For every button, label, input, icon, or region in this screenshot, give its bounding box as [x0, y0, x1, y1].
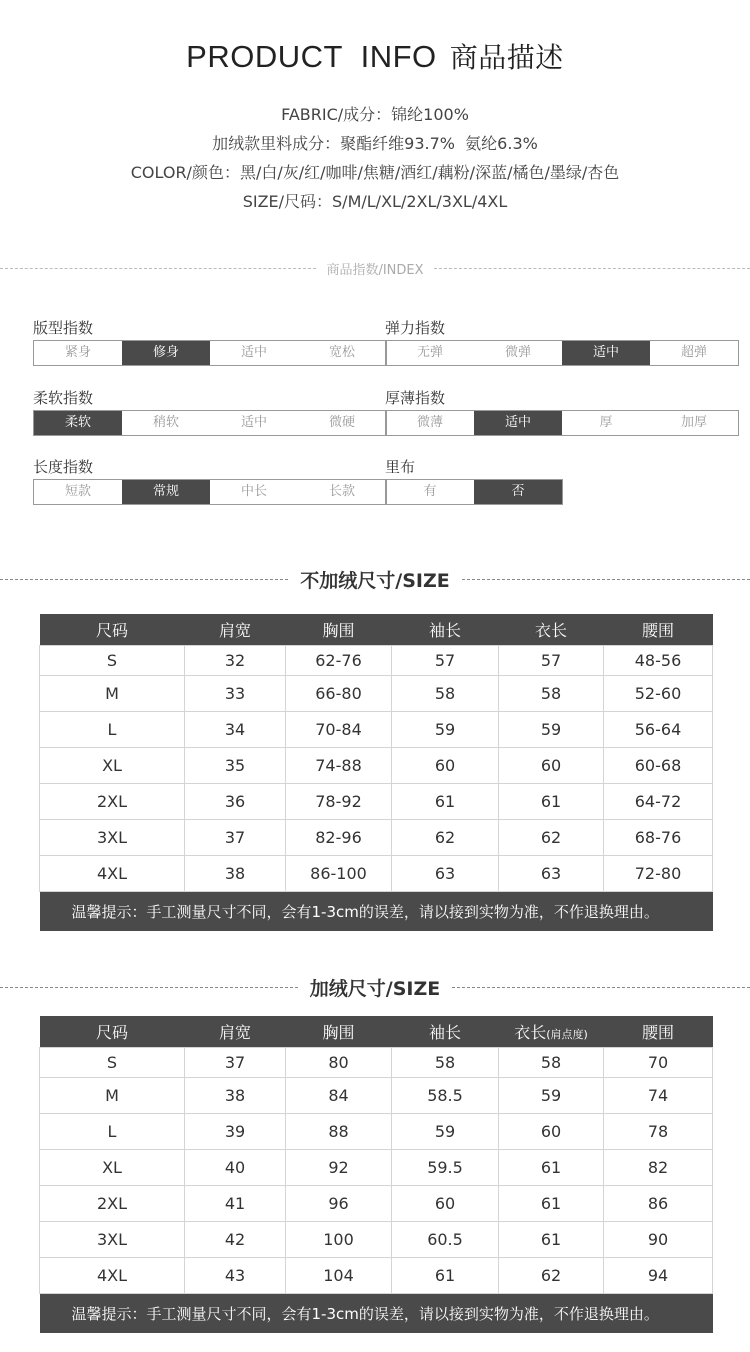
size-divider-regular — [0, 567, 750, 591]
index-title: 厚薄指数 — [385, 389, 446, 407]
index-group-softness — [33, 388, 387, 436]
index-option: 短款 — [64, 484, 91, 499]
column-header: 腰围 — [604, 614, 713, 645]
index-bar — [33, 340, 387, 366]
index-title: 版型指数 — [33, 319, 94, 337]
index-option: 微薄 — [416, 415, 443, 430]
table-cell: 41 — [185, 1185, 286, 1221]
table-row — [40, 1257, 713, 1293]
table-row — [40, 1113, 713, 1149]
tip-row — [40, 891, 713, 931]
table-cell: 62 — [499, 1257, 604, 1293]
table-cell: 35 — [185, 747, 286, 783]
table-cell: 66-80 — [286, 675, 392, 711]
index-option: 加厚 — [680, 415, 707, 430]
table-row — [40, 747, 713, 783]
table-cell: 59 — [499, 711, 604, 747]
table-cell: 86 — [604, 1185, 713, 1221]
table-cell: 78-92 — [286, 783, 392, 819]
table-header-row — [40, 1016, 713, 1047]
table-cell: 60 — [499, 747, 604, 783]
index-option-selected: 常规 — [122, 480, 210, 504]
table-cell: 2XL — [40, 1185, 185, 1221]
table-cell: 58 — [392, 1047, 499, 1077]
index-option-selected: 适中 — [562, 341, 650, 365]
table-cell: 58 — [499, 675, 604, 711]
table-cell: 90 — [604, 1221, 713, 1257]
table-cell: 82 — [604, 1149, 713, 1185]
table-cell: 61 — [499, 783, 604, 819]
table-cell: 60.5 — [392, 1221, 499, 1257]
measurement-tip: 温馨提示：手工测量尺寸不同，会有1-3cm的误差，请以接到实物为准，不作退换理由。 — [40, 891, 713, 931]
table-cell: 94 — [604, 1257, 713, 1293]
index-bar — [385, 410, 739, 436]
table-cell: 64-72 — [604, 783, 713, 819]
index-bar — [33, 410, 387, 436]
table-cell: 4XL — [40, 1257, 185, 1293]
table-cell: XL — [40, 747, 185, 783]
table-cell: 88 — [286, 1113, 392, 1149]
title-chinese: 商品描述 — [449, 41, 564, 74]
table-cell: 2XL — [40, 783, 185, 819]
index-option: 微弹 — [504, 345, 531, 360]
table-cell: 58 — [392, 675, 499, 711]
index-bar — [385, 340, 739, 366]
column-header: 尺码 — [40, 1016, 185, 1047]
index-title: 柔软指数 — [33, 389, 94, 407]
table-cell: S — [40, 1047, 185, 1077]
index-option: 有 — [423, 484, 437, 499]
table-cell: 82-96 — [286, 819, 392, 855]
column-header: 尺码 — [40, 614, 185, 645]
table-cell: 96 — [286, 1185, 392, 1221]
index-group-thickness — [385, 388, 739, 436]
table-cell: 68-76 — [604, 819, 713, 855]
table-cell: 56-64 — [604, 711, 713, 747]
index-group-length — [33, 457, 387, 505]
column-header: 肩宽 — [185, 614, 286, 645]
index-group-elasticity — [385, 318, 739, 366]
table-cell: 70-84 — [286, 711, 392, 747]
index-option: 无弹 — [416, 345, 443, 360]
table-cell: 33 — [185, 675, 286, 711]
index-option-selected: 修身 — [122, 341, 210, 365]
column-header: 衣长 — [499, 614, 604, 645]
table-cell: 37 — [185, 1047, 286, 1077]
size-table-fleece — [39, 1016, 713, 1333]
table-cell: 37 — [185, 819, 286, 855]
table-cell: 61 — [499, 1149, 604, 1185]
column-header: 肩宽 — [185, 1016, 286, 1047]
index-option: 中长 — [240, 484, 267, 499]
table-row — [40, 645, 713, 675]
table-cell: 57 — [392, 645, 499, 675]
table-cell: 3XL — [40, 1221, 185, 1257]
table-cell: 63 — [499, 855, 604, 891]
index-group-lining — [385, 457, 563, 505]
index-option-selected: 适中 — [474, 411, 562, 435]
table-cell: 43 — [185, 1257, 286, 1293]
index-option: 宽松 — [328, 345, 355, 360]
table-cell: 61 — [392, 783, 499, 819]
table-cell: S — [40, 645, 185, 675]
index-option: 紧身 — [64, 345, 91, 360]
table-cell: 100 — [286, 1221, 392, 1257]
index-divider-label: 商品指数/INDEX — [326, 262, 424, 278]
table-cell: 42 — [185, 1221, 286, 1257]
table-cell: 48-56 — [604, 645, 713, 675]
index-bar — [33, 479, 387, 505]
table-cell: 4XL — [40, 855, 185, 891]
table-cell: L — [40, 1113, 185, 1149]
table-cell: 74 — [604, 1077, 713, 1113]
table-cell: 60 — [392, 1185, 499, 1221]
size-divider-fleece — [0, 975, 750, 999]
index-bar — [385, 479, 563, 505]
column-header: 袖长 — [392, 1016, 499, 1047]
index-option-selected: 否 — [474, 480, 562, 504]
table-cell: M — [40, 1077, 185, 1113]
table-cell: 59 — [499, 1077, 604, 1113]
size-divider-label: 不加绒尺寸/SIZE — [300, 569, 450, 592]
column-header — [499, 1016, 604, 1047]
table-cell: 59 — [392, 711, 499, 747]
table-row — [40, 1047, 713, 1077]
table-cell: 60 — [392, 747, 499, 783]
index-option-selected: 柔软 — [34, 411, 122, 435]
table-cell: M — [40, 675, 185, 711]
table-row — [40, 1221, 713, 1257]
table-cell: 86-100 — [286, 855, 392, 891]
table-cell: 70 — [604, 1047, 713, 1077]
index-group-fit — [33, 318, 387, 366]
fabric-line: FABRIC/成分：锦纶100% — [281, 105, 469, 124]
table-cell: XL — [40, 1149, 185, 1185]
table-cell: 38 — [185, 1077, 286, 1113]
size-table-regular — [39, 614, 713, 931]
table-cell: 62 — [392, 819, 499, 855]
column-header: 腰围 — [604, 1016, 713, 1047]
table-cell: 61 — [392, 1257, 499, 1293]
table-cell: 60 — [499, 1113, 604, 1149]
table-cell: 61 — [499, 1185, 604, 1221]
index-option: 适中 — [240, 415, 267, 430]
table-cell: 78 — [604, 1113, 713, 1149]
table-cell: 57 — [499, 645, 604, 675]
color-line: COLOR/颜色：黑/白/灰/红/咖啡/焦糖/酒红/藕粉/深蓝/橘色/墨绿/杏色 — [130, 163, 620, 182]
table-cell: 34 — [185, 711, 286, 747]
column-header: 胸围 — [286, 614, 392, 645]
table-row — [40, 675, 713, 711]
table-cell: 72-80 — [604, 855, 713, 891]
index-option: 厚 — [599, 415, 613, 430]
index-divider — [0, 258, 750, 278]
table-cell: 62-76 — [286, 645, 392, 675]
table-row — [40, 1185, 713, 1221]
table-row — [40, 711, 713, 747]
table-row — [40, 819, 713, 855]
tip-row — [40, 1293, 713, 1333]
index-option: 微硬 — [328, 415, 355, 430]
page-title — [0, 36, 750, 76]
title-english: PRODUCT INFO — [186, 39, 437, 74]
table-cell: 84 — [286, 1077, 392, 1113]
table-row — [40, 855, 713, 891]
table-cell: 58.5 — [392, 1077, 499, 1113]
table-cell: 80 — [286, 1047, 392, 1077]
table-row — [40, 1077, 713, 1113]
table-cell: 36 — [185, 783, 286, 819]
index-title: 弹力指数 — [385, 319, 446, 337]
table-cell: L — [40, 711, 185, 747]
index-option: 长款 — [328, 484, 355, 499]
table-cell: 104 — [286, 1257, 392, 1293]
table-cell: 63 — [392, 855, 499, 891]
product-info — [0, 100, 750, 216]
index-option: 超弹 — [680, 345, 707, 360]
table-row — [40, 1149, 713, 1185]
measurement-tip: 温馨提示：手工测量尺寸不同，会有1-3cm的误差，请以接到实物为准，不作退换理由。 — [40, 1293, 713, 1333]
table-cell: 39 — [185, 1113, 286, 1149]
table-row — [40, 783, 713, 819]
table-cell: 60-68 — [604, 747, 713, 783]
table-cell: 40 — [185, 1149, 286, 1185]
column-header-note: (肩点度) — [546, 1027, 588, 1041]
lining-line: 加绒款里料成分：聚酯纤维93.7% 氨纶6.3% — [212, 134, 538, 153]
index-option: 适中 — [240, 345, 267, 360]
index-title: 里布 — [385, 458, 416, 476]
column-header-text: 衣长 — [514, 1022, 547, 1042]
table-cell: 38 — [185, 855, 286, 891]
column-header: 胸围 — [286, 1016, 392, 1047]
table-cell: 58 — [499, 1047, 604, 1077]
table-cell: 59 — [392, 1113, 499, 1149]
table-cell: 62 — [499, 819, 604, 855]
table-cell: 3XL — [40, 819, 185, 855]
index-title: 长度指数 — [33, 458, 94, 476]
size-line: SIZE/尺码：S/M/L/XL/2XL/3XL/4XL — [242, 192, 508, 211]
column-header: 袖长 — [392, 614, 499, 645]
table-cell: 52-60 — [604, 675, 713, 711]
table-cell: 92 — [286, 1149, 392, 1185]
size-divider-label: 加绒尺寸/SIZE — [309, 977, 441, 1000]
table-cell: 32 — [185, 645, 286, 675]
index-option: 稍软 — [152, 415, 179, 430]
table-cell: 59.5 — [392, 1149, 499, 1185]
table-header-row — [40, 614, 713, 645]
table-cell: 61 — [499, 1221, 604, 1257]
table-cell: 74-88 — [286, 747, 392, 783]
